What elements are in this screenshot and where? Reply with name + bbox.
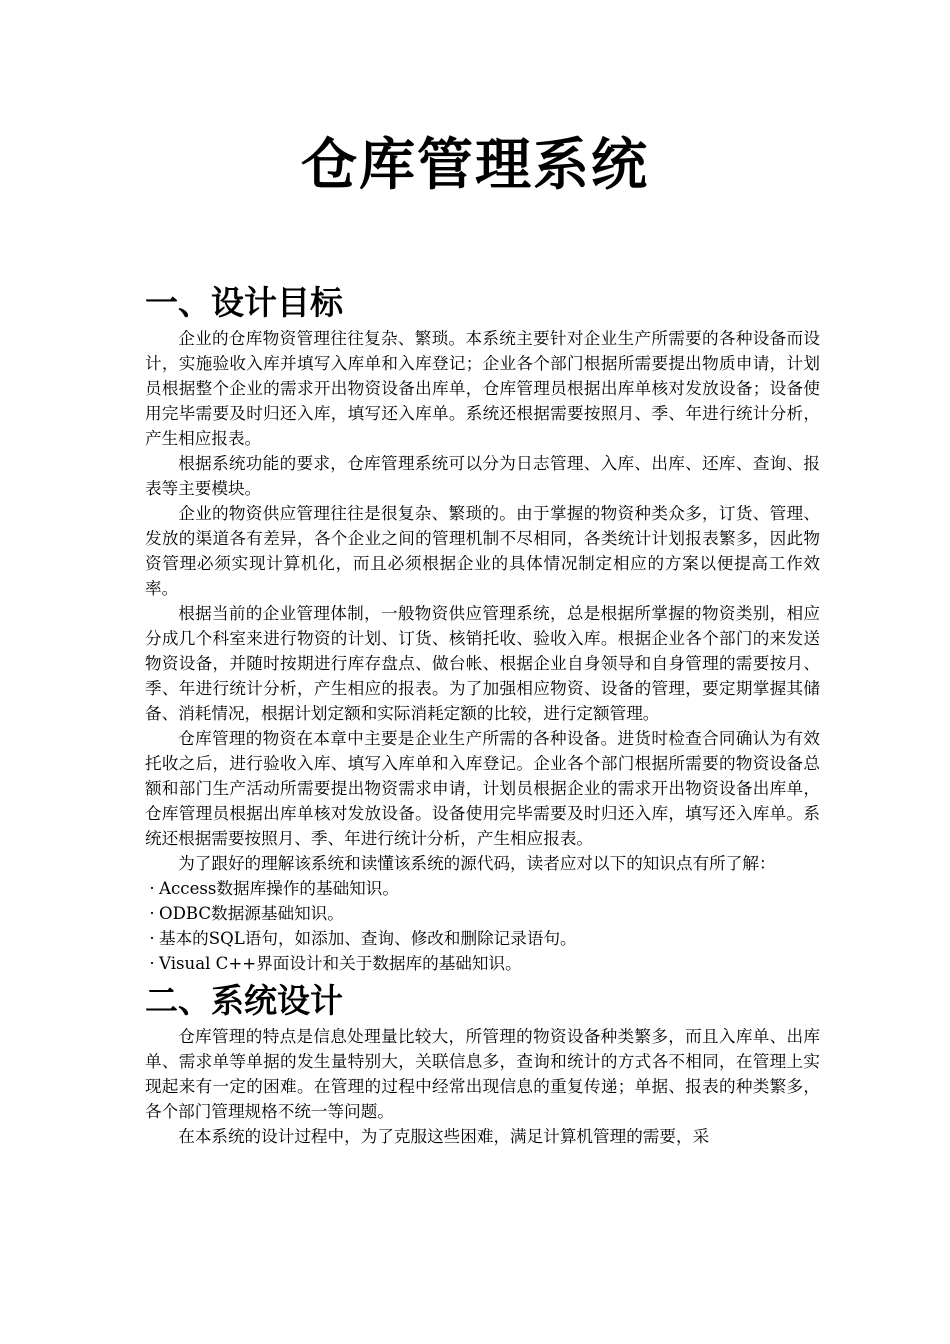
paragraph: 根据系统功能的要求，仓库管理系统可以分为日志管理、入库、出库、还库、查询、报表等主要模块。 [145, 454, 820, 498]
paragraph: 企业的仓库物资管理往往复杂、繁琐。本系统主要针对企业生产所需要的各种设备而设计，实施验收入库并填写入库单和入库登记；企业各个部门根据所需要提出物质申请，计划员根据整个企业的需求开出物资设备出库单，仓库管理员根据出库单核对发放设备；设备使用完毕需要及时归还入库，填写还入库单。系统还根据需要按照月、季、年进行统计分析，产生相应报表。 [145, 329, 820, 448]
list-item-text: Access数据库操作的基础知识。 [159, 879, 399, 898]
section-design-goals [145, 280, 820, 978]
paragraph: 企业的物资供应管理往往是很复杂、繁琐的。由于掌握的物资种类众多，订货、管理、发放的渠道各有差异，各个企业之间的管理机制不尽相同，各类统计计划报表繁多，因此物资管理必须实现计算机化，而且必须根据企业的具体情况制定相应的方案以便提高工作效率。 [145, 504, 820, 598]
section-system-design [145, 978, 820, 1149]
list-item-text: 基本的SQL语句，如添加、查询、修改和删除记录语句。 [159, 929, 577, 948]
document-body [145, 280, 820, 1149]
document-title: 仓库管理系统 [301, 133, 649, 198]
section-heading: 一、设计目标 [145, 283, 343, 322]
list-item [145, 876, 820, 901]
bullet-icon: · [149, 929, 155, 948]
knowledge-list [145, 876, 820, 976]
paragraph: 仓库管理的物资在本章中主要是企业生产所需的各种设备。进货时检查合同确认为有效托收之后，进行验收入库、填写入库单和入库登记。企业各个部门根据所需要的物资设备总额和部门生产活动所需要提出物资需求申请，计划员根据企业的需求开出物资设备出库单，仓库管理员根据出库单核对发放设备。设备使用完毕需要及时归还入库，填写还入库单。系统还根据需要按照月、季、年进行统计分析，产生相应报表。 [145, 729, 820, 848]
paragraph: 在本系统的设计过程中，为了克服这些困难，满足计算机管理的需要，采 [178, 1127, 710, 1146]
list-item-text: ODBC数据源基础知识。 [159, 904, 344, 923]
list-item [145, 926, 820, 951]
bullet-icon: · [149, 954, 155, 973]
list-item [145, 951, 820, 976]
paragraph: 根据当前的企业管理体制，一般物资供应管理系统，总是根据所掌握的物资类别，相应分成几个科室来进行物资的计划、订货、核销托收、验收入库。根据企业各个部门的来发送物资设备，并随时按期进行库存盘点、做台帐、根据企业自身领导和自身管理的需要按月、季、年进行统计分析，产生相应的报表。为了加强相应物资、设备的管理，要定期掌握其储备、消耗情况，根据计划定额和实际消耗定额的比较，进行定额管理。 [145, 604, 820, 723]
paragraph: 仓库管理的特点是信息处理量比较大，所管理的物资设备种类繁多，而且入库单、出库单、需求单等单据的发生量特别大，关联信息多，查询和统计的方式各不相同，在管理上实现起来有一定的困难。在管理的过程中经常出现信息的重复传递；单据、报表的种类繁多，各个部门管理规格不统一等问题。 [145, 1027, 820, 1121]
list-item [145, 901, 820, 926]
bullet-icon: · [149, 904, 155, 923]
section-heading: 二、系统设计 [145, 981, 343, 1020]
paragraph: 为了跟好的理解该系统和读懂该系统的源代码，读者应对以下的知识点有所了解： [178, 854, 776, 873]
list-item-text: Visual C++界面设计和关于数据库的基础知识。 [159, 954, 522, 973]
bullet-icon: · [149, 879, 155, 898]
